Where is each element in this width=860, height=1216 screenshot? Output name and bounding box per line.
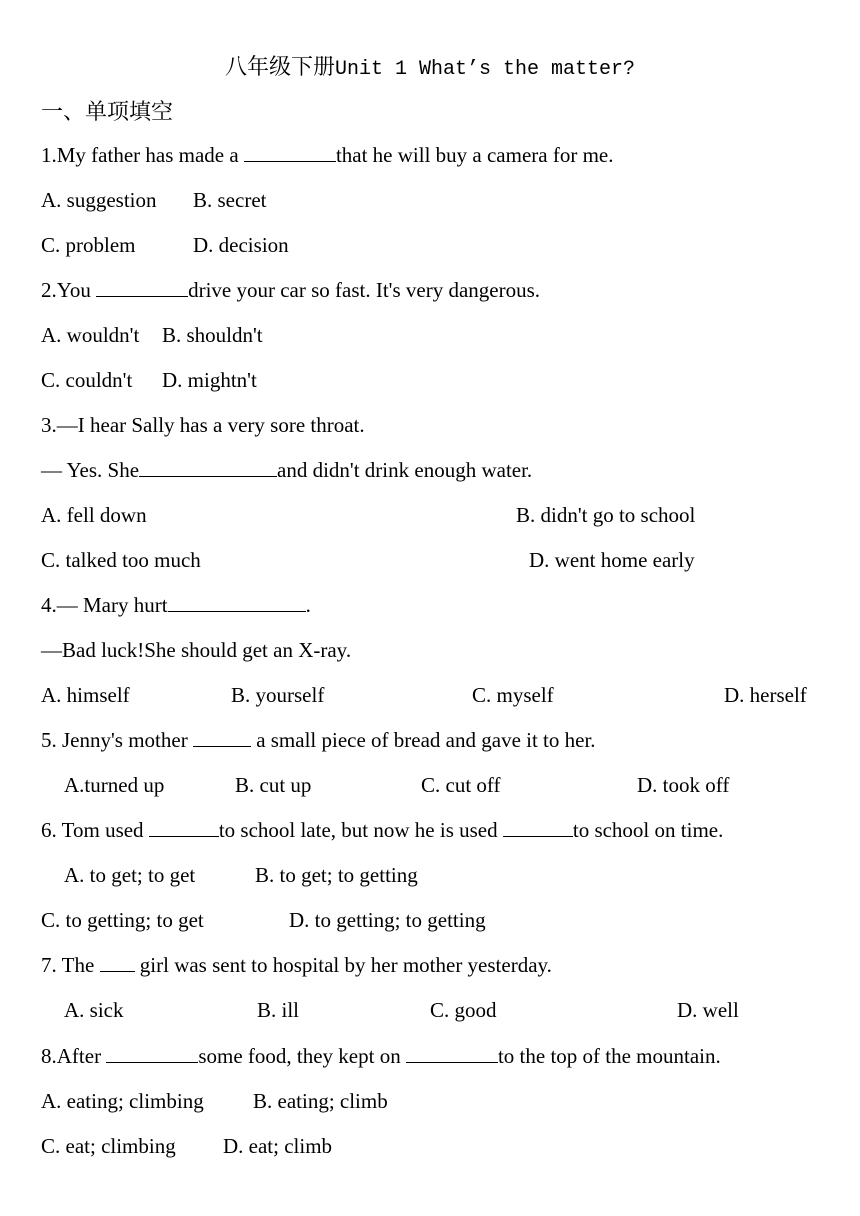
question-3-stem: 3.—I hear Sally has a very sore throat. (41, 413, 365, 437)
question-6-stem (41, 816, 723, 844)
question-4-option-d: D. herself (724, 683, 807, 707)
section-heading: 一、单项填空 (41, 100, 174, 125)
stem-text: 7. The (41, 953, 100, 977)
question-7-option-a: A. sick (64, 998, 124, 1022)
stem-text: a small piece of bread and gave it to her. (250, 728, 596, 752)
question-6-option-c: C. to getting; to get (41, 908, 204, 932)
question-7-option-b: B. ill (257, 998, 300, 1022)
question-1-option-c: C. problem (41, 233, 136, 257)
question-1-option-d: D. decision (193, 233, 289, 257)
answer-blank (106, 1044, 198, 1063)
stem-text: . (305, 593, 311, 617)
question-2-option-c: C. couldn't (41, 368, 133, 392)
stem-text: 5. Jenny's mother (41, 728, 193, 752)
question-5-option-d: D. took off (637, 773, 730, 797)
question-2-option-a: A. wouldn't (41, 323, 140, 347)
question-3-option-d: D. went home early (529, 548, 695, 572)
question-5-option-c: C. cut off (421, 773, 501, 797)
question-8-option-c: C. eat; climbing (41, 1134, 176, 1158)
page-title (0, 50, 860, 81)
question-3-option-a: A. fell down (41, 503, 147, 527)
question-3-option-c: C. talked too much (41, 548, 201, 572)
question-4-option-b: B. yourself (231, 683, 325, 707)
question-1-option-a: A. suggestion (41, 188, 157, 212)
answer-blank (193, 728, 251, 747)
answer-blank (96, 278, 188, 297)
question-8-option-b: B. eating; climb (253, 1089, 388, 1113)
answer-blank (503, 818, 573, 837)
answer-blank (149, 818, 219, 837)
question-5-stem (41, 726, 596, 754)
answer-blank (100, 953, 135, 972)
question-4-option-a: A. himself (41, 683, 130, 707)
stem-text: to school late, but now he is used (218, 818, 503, 842)
question-4-option-c: C. myself (472, 683, 554, 707)
question-1-option-b: B. secret (193, 188, 267, 212)
question-6-option-a: A. to get; to get (64, 863, 196, 887)
stem-text: that he will buy a camera for me. (335, 143, 614, 167)
question-7-option-c: C. good (430, 998, 497, 1022)
question-3-option-b: B. didn't go to school (516, 503, 696, 527)
question-2-option-d: D. mightn't (162, 368, 257, 392)
question-6-option-b: B. to get; to getting (255, 863, 418, 887)
question-8-option-d: D. eat; climb (223, 1134, 333, 1158)
stem-text: 1.My father has made a (41, 143, 244, 167)
answer-blank (168, 593, 306, 612)
answer-blank (406, 1044, 498, 1063)
question-5-option-a: A.turned up (64, 773, 165, 797)
question-4-reply: —Bad luck!She should get an X-ray. (41, 638, 352, 662)
stem-text: 2.You (41, 278, 97, 302)
stem-text: and didn't drink enough water. (277, 458, 533, 482)
question-7-stem (41, 951, 552, 979)
title-chinese: 八年级下册 (224, 54, 335, 79)
stem-text: 6. Tom used (41, 818, 149, 842)
question-1-stem (41, 141, 614, 169)
question-7-option-d: D. well (677, 998, 739, 1022)
question-4-stem (41, 591, 311, 619)
question-2-stem (41, 276, 540, 304)
question-3-reply (41, 456, 532, 484)
answer-blank (139, 458, 277, 477)
stem-text: girl was sent to hospital by her mother yesterday. (134, 953, 552, 977)
stem-text: 8.After (41, 1044, 107, 1068)
answer-blank (244, 143, 336, 162)
stem-text: drive your car so fast. It's very dangerous. (188, 278, 541, 302)
question-8-stem (41, 1042, 721, 1070)
question-5-option-b: B. cut up (235, 773, 312, 797)
question-6-option-d: D. to getting; to getting (289, 908, 486, 932)
stem-text: to the top of the mountain. (497, 1044, 721, 1068)
stem-text: some food, they kept on (198, 1044, 406, 1068)
stem-text: to school on time. (572, 818, 724, 842)
question-2-option-b: B. shouldn't (162, 323, 263, 347)
question-8-option-a: A. eating; climbing (41, 1089, 204, 1113)
stem-text: 4.— Mary hurt (41, 593, 168, 617)
title-english: Unit 1 What’s the matter? (334, 58, 636, 81)
stem-text: — Yes. She (41, 458, 140, 482)
